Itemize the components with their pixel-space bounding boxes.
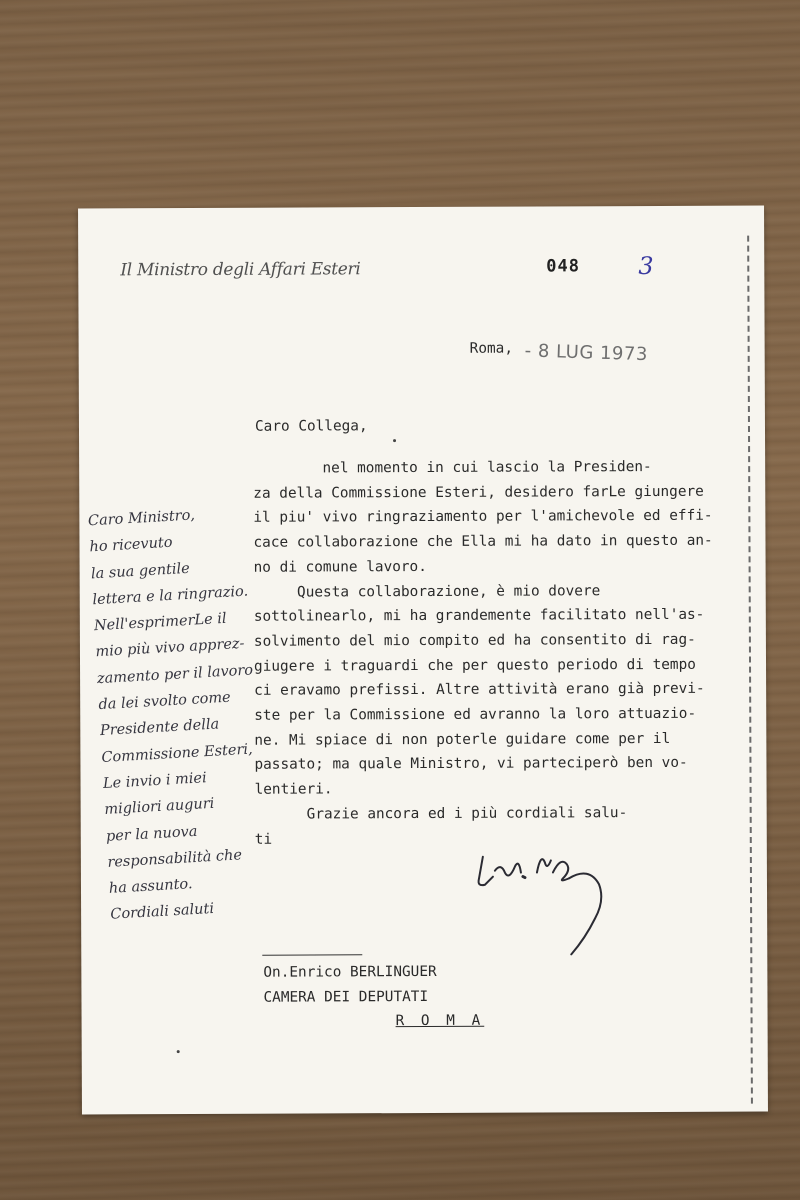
body-line: no di comune lavoro. xyxy=(253,558,427,576)
handwritten-number: 3 xyxy=(638,251,654,281)
signature-rule xyxy=(262,954,362,955)
body-line: za della Commissione Esteri, desidero farLe giungere xyxy=(253,483,704,502)
note-line: Cordiali saluti xyxy=(109,901,215,924)
salutation: Caro Collega, xyxy=(254,418,368,435)
body-line: nel momento in cui lascio la Presiden- xyxy=(253,459,652,477)
body-line: passato; ma quale Ministro, vi parteciperò ben vo- xyxy=(254,755,688,774)
body-line: sottolinearlo, mi ha grandemente facilitato nell'as- xyxy=(253,606,705,625)
place: Roma, xyxy=(469,340,514,357)
note-line: migliori auguri xyxy=(104,796,215,819)
note-line: Presidente della xyxy=(99,716,220,740)
note-line: da lei svolto come xyxy=(98,689,232,714)
note-line: lettera e la ringrazio. xyxy=(92,583,249,609)
note-line: per la nuova xyxy=(105,823,198,845)
margin-rule xyxy=(747,236,753,1104)
body-line: giugere i traguardi che per questo periodo di tempo xyxy=(253,656,696,675)
letter-body xyxy=(253,455,713,852)
note-line: Nell'esprimerLe il xyxy=(93,610,228,635)
note-line: mio più vivo apprez- xyxy=(95,636,245,661)
ink-dot xyxy=(177,1050,180,1053)
body-line: ste per la Commissione ed avranno la loro attuazio- xyxy=(254,705,697,724)
body-line: Questa collaborazione, è mio dovere xyxy=(253,582,601,601)
protocol-number: 048 xyxy=(546,256,581,277)
handwritten-signature xyxy=(471,826,612,962)
note-line: Le invio i miei xyxy=(102,770,208,792)
note-line: ha assunto. xyxy=(108,876,193,897)
note-line: Commissione Esteri, xyxy=(101,741,254,766)
letter-sheet xyxy=(78,206,768,1115)
note-line: Caro Ministro, xyxy=(87,507,196,530)
note-line: ho ricevuto xyxy=(89,535,173,556)
letterhead: Il Ministro degli Affari Esteri xyxy=(120,259,361,281)
date-stamp: - 8 LUG 1973 xyxy=(524,340,649,366)
body-line: Grazie ancora ed i più cordiali salu- xyxy=(254,804,628,823)
body-line: ti xyxy=(254,831,273,848)
note-line: la sua gentile xyxy=(90,560,191,582)
body-line: cace collaborazione che Ella mi ha dato in questo an- xyxy=(253,532,713,551)
recipient-institution: CAMERA DEI DEPUTATI xyxy=(263,988,429,1006)
body-line: ne. Mi spiace di non poterle guidare come per il xyxy=(254,730,671,749)
body-line: lentieri. xyxy=(254,781,333,798)
note-line: zamento per il lavoro xyxy=(96,662,254,687)
ink-dot xyxy=(393,439,396,442)
body-line: solvimento del mio compito ed ha consentito di rag- xyxy=(253,631,696,650)
body-line: ci eravamo prefissi. Altre attività erano già previ- xyxy=(254,681,705,700)
handwritten-margin-note xyxy=(87,499,283,929)
note-line: responsabilità che xyxy=(107,847,243,871)
recipient-city: R O M A xyxy=(395,1012,485,1030)
body-line: il piu' vivo ringraziamento per l'amichevole ed effi- xyxy=(253,508,713,527)
recipient-name: On.Enrico BERLINGUER xyxy=(263,963,437,981)
